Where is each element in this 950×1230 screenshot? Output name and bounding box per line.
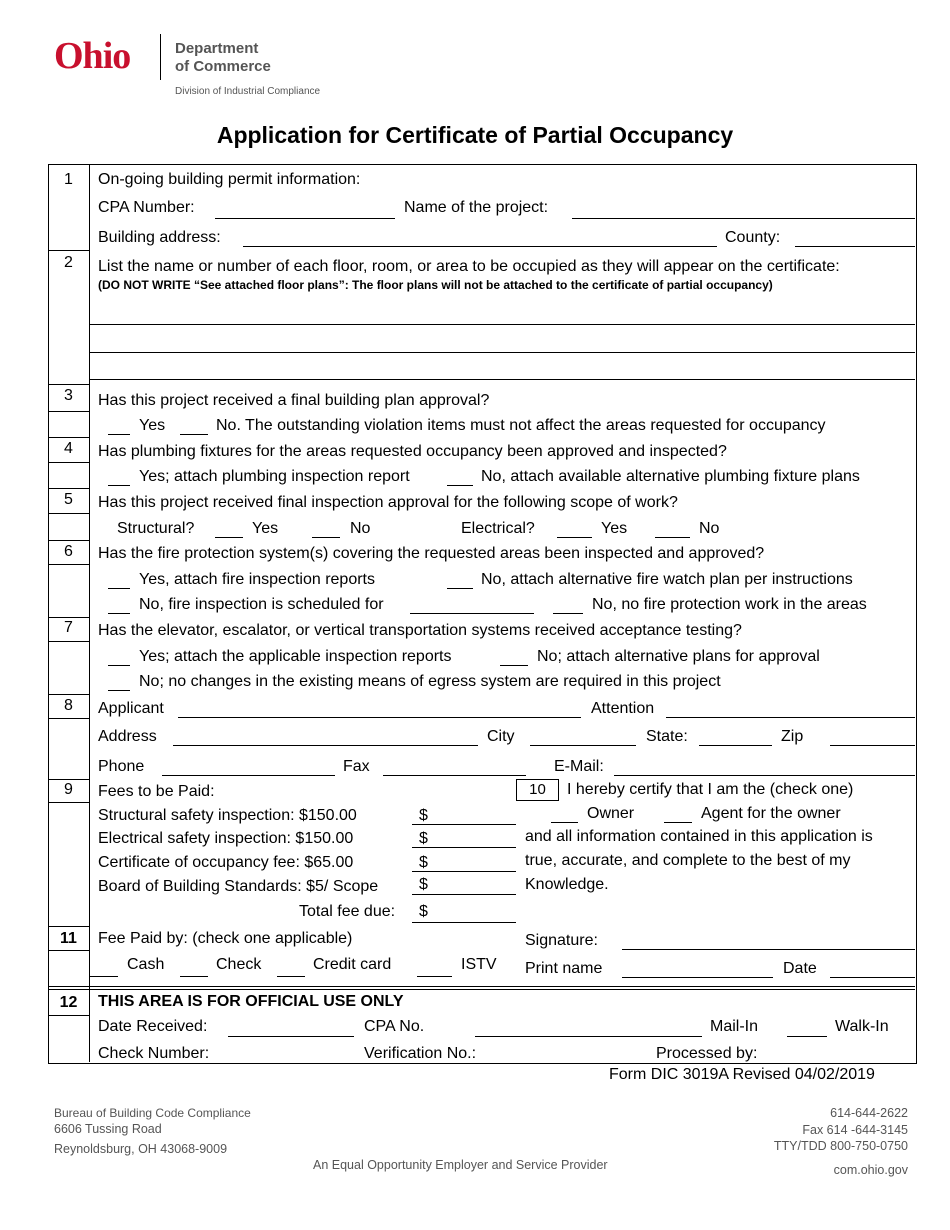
- s5-number-bottom: [48, 513, 90, 514]
- section-7-number: 7: [64, 619, 73, 636]
- s5-electrical-label: Electrical?: [461, 520, 535, 537]
- footer-tty: TTY/TDD 800-750-0750: [773, 1139, 908, 1153]
- s2-note: (DO NOT WRITE “See attached floor plans”: The floor plans will not be attached to the certificate of partial occupancy): [98, 278, 773, 292]
- s6-opt3-check[interactable]: [108, 613, 130, 614]
- s8-number-top: [48, 694, 90, 695]
- s3-number-top: [48, 384, 90, 385]
- s6-opt2-check[interactable]: [447, 588, 473, 589]
- county-field[interactable]: [795, 246, 915, 247]
- s2-heading: List the name or number of each floor, room, or area to be occupied as they will appear on the certificate:: [98, 258, 840, 275]
- verification-label: Verification No.:: [364, 1045, 477, 1062]
- s4-no-check[interactable]: [447, 485, 473, 486]
- s4-yes-check[interactable]: [108, 485, 130, 486]
- s6-opt2-label: No, attach alternative fire watch plan per instructions: [481, 571, 853, 588]
- fee-electrical-field[interactable]: [412, 847, 516, 848]
- s9-heading: Fees to be Paid:: [98, 783, 215, 800]
- check-number-label: Check Number:: [98, 1045, 210, 1062]
- s7-opt3-check[interactable]: [108, 690, 130, 691]
- s2-number-top: [48, 250, 90, 251]
- certify-text-1: and all information contained in this application is: [525, 828, 873, 845]
- s11-number-bottom: [48, 950, 90, 951]
- s6-opt4-label: No, no fire protection work in the areas: [592, 596, 867, 613]
- section-10-number: 10: [516, 779, 559, 801]
- fee-occupancy-label: Certificate of occupancy fee: $65.00: [98, 854, 354, 871]
- s4-number-bottom: [48, 462, 90, 463]
- cpa-number-field[interactable]: [215, 218, 395, 219]
- state-label: State:: [646, 728, 688, 745]
- signature-label: Signature:: [525, 932, 598, 949]
- s3-yes-label: Yes: [139, 417, 166, 434]
- dept-line2: of Commerce: [175, 58, 271, 75]
- print-name-label: Print name: [525, 960, 603, 977]
- s6-number-bottom: [48, 564, 90, 565]
- page-title: Application for Certificate of Partial Occupancy: [216, 122, 734, 148]
- section-11-number: 11: [60, 930, 77, 947]
- fax-label: Fax: [343, 758, 370, 775]
- s5-structural-yes-label: Yes: [252, 520, 279, 537]
- footer-fax: Fax 614 -644-3145: [802, 1123, 908, 1137]
- s11-number-top: [48, 926, 90, 927]
- zip-label: Zip: [781, 728, 804, 745]
- s5-structural-yes-check[interactable]: [215, 537, 243, 538]
- check-check[interactable]: [180, 976, 208, 977]
- fee-occupancy-field[interactable]: [412, 871, 516, 872]
- s12-top-rule: [48, 986, 915, 987]
- s7-opt3-label: No; no changes in the existing means of egress system are required in this project: [139, 673, 721, 690]
- city-field[interactable]: [530, 745, 636, 746]
- section-8-number: 8: [64, 697, 73, 714]
- s7-opt2-label: No; attach alternative plans for approval: [537, 648, 820, 665]
- check-label: Check: [216, 956, 262, 973]
- cpa-no-field[interactable]: [475, 1036, 702, 1037]
- credit-card-label: Credit card: [313, 956, 392, 973]
- owner-label: Owner: [587, 805, 635, 822]
- cpa-number-label: CPA Number:: [98, 199, 195, 216]
- fee-board-label: Board of Building Standards: $5/ Scope: [98, 878, 379, 895]
- agent-label: Agent for the owner: [701, 805, 841, 822]
- s9-number-bottom: [48, 802, 90, 803]
- logo-divider: [160, 34, 161, 80]
- fee-electrical-dollar: $: [419, 830, 428, 847]
- state-field[interactable]: [699, 745, 772, 746]
- s7-opt1-label: Yes; attach the applicable inspection reports: [139, 648, 452, 665]
- s4-question: Has plumbing fixtures for the areas requested occupancy been approved and inspected?: [98, 443, 727, 460]
- address-label: Address: [98, 728, 157, 745]
- s5-question: Has this project received final inspection approval for the following scope of work?: [98, 494, 678, 511]
- footer-eeo: An Equal Opportunity Employer and Service Provider: [313, 1158, 608, 1172]
- s6-opt4-check[interactable]: [553, 613, 583, 614]
- s6-opt3-label: No, fire inspection is scheduled for: [139, 596, 384, 613]
- s4-yes-label: Yes; attach plumbing inspection report: [139, 468, 410, 485]
- s9-number-top: [48, 779, 90, 780]
- email-field[interactable]: [614, 775, 915, 776]
- address-field[interactable]: [173, 745, 478, 746]
- s3-yes-check[interactable]: [108, 434, 130, 435]
- s3-number-bottom: [48, 411, 90, 412]
- building-address-field[interactable]: [243, 246, 717, 247]
- fee-structural-dollar: $: [419, 807, 428, 824]
- s7-question: Has the elevator, escalator, or vertical transportation systems received acceptance testing?: [98, 622, 742, 639]
- section-12-number: 12: [59, 994, 78, 1011]
- signature-field[interactable]: [622, 949, 915, 950]
- s6-scheduled-date-field[interactable]: [410, 613, 534, 614]
- section-1-number: 1: [64, 171, 73, 188]
- credit-card-check[interactable]: [277, 976, 305, 977]
- s5-number-top: [48, 488, 90, 489]
- date-received-field[interactable]: [228, 1036, 354, 1037]
- s6-number-top: [48, 540, 90, 541]
- cash-check[interactable]: [90, 976, 118, 977]
- s8-number-bottom: [48, 718, 90, 719]
- section-3-number: 3: [64, 387, 73, 404]
- s12-top-rule-2: [48, 989, 915, 990]
- s1-heading: On-going building permit information:: [98, 171, 361, 188]
- attention-label: Attention: [591, 700, 655, 717]
- s7-number-bottom: [48, 641, 90, 642]
- city-label: City: [487, 728, 515, 745]
- footer-bureau: Bureau of Building Code Compliance: [54, 1106, 251, 1120]
- footer-web: com.ohio.gov: [833, 1163, 908, 1177]
- dept-line1: Department: [175, 40, 259, 57]
- s4-number-top: [48, 437, 90, 438]
- phone-field[interactable]: [162, 775, 335, 776]
- email-label: E-Mail:: [554, 758, 604, 775]
- s7-opt2-check[interactable]: [500, 665, 528, 666]
- cash-label: Cash: [127, 956, 165, 973]
- total-fee-label: Total fee due:: [299, 903, 396, 920]
- certify-text-3: Knowledge.: [525, 876, 609, 893]
- area-line-2[interactable]: [89, 352, 915, 353]
- area-line-3[interactable]: [89, 379, 915, 380]
- s3-no-check[interactable]: [180, 434, 208, 435]
- fee-board-dollar: $: [419, 876, 428, 893]
- fee-board-field[interactable]: [412, 894, 516, 895]
- walk-in-label: Walk-In: [835, 1018, 889, 1035]
- fee-structural-label: Structural safety inspection: $150.00: [98, 807, 357, 824]
- s7-opt1-check[interactable]: [108, 665, 130, 666]
- s5-electrical-yes-check[interactable]: [557, 537, 592, 538]
- project-name-label: Name of the project:: [404, 199, 549, 216]
- s12-number-bottom: [48, 1015, 90, 1016]
- division-name: Division of Industrial Compliance: [175, 86, 321, 97]
- fee-electrical-label: Electrical safety inspection: $150.00: [98, 830, 354, 847]
- date-label: Date: [783, 960, 817, 977]
- s6-opt1-label: Yes, attach fire inspection reports: [139, 571, 375, 588]
- certify-text-2: true, accurate, and complete to the best of my: [525, 852, 851, 869]
- applicant-field[interactable]: [178, 717, 581, 718]
- total-fee-field[interactable]: [412, 922, 516, 923]
- s5-structural-no-check[interactable]: [312, 537, 340, 538]
- s6-opt1-check[interactable]: [108, 588, 130, 589]
- s6-question: Has the fire protection system(s) covering the requested areas been inspected and approved?: [98, 545, 765, 562]
- area-line-1[interactable]: [89, 324, 915, 325]
- s12-heading: THIS AREA IS FOR OFFICIAL USE ONLY: [98, 993, 404, 1010]
- s7-number-top: [48, 617, 90, 618]
- s5-electrical-no-check[interactable]: [655, 537, 690, 538]
- agent-check[interactable]: [664, 822, 692, 823]
- date-field[interactable]: [830, 977, 915, 978]
- print-name-field[interactable]: [622, 977, 773, 978]
- section-6-number: 6: [64, 543, 73, 560]
- istv-label: ISTV: [461, 956, 497, 973]
- s11-heading: Fee Paid by: (check one applicable): [98, 930, 353, 947]
- section-9-number: 9: [64, 781, 73, 798]
- s5-electrical-yes-label: Yes: [601, 520, 628, 537]
- fax-field[interactable]: [383, 775, 526, 776]
- mail-in-label: Mail-In: [710, 1018, 759, 1035]
- phone-label: Phone: [98, 758, 145, 775]
- county-label: County:: [725, 229, 781, 246]
- fee-occupancy-dollar: $: [419, 854, 428, 871]
- fee-structural-field[interactable]: [412, 824, 516, 825]
- zip-field[interactable]: [830, 745, 915, 746]
- s4-no-label: No, attach available alternative plumbing fixture plans: [481, 468, 860, 485]
- section-5-number: 5: [64, 491, 73, 508]
- owner-check[interactable]: [551, 822, 578, 823]
- s10-heading: I hereby certify that I am the (check one): [567, 781, 854, 798]
- applicant-label: Applicant: [98, 700, 164, 717]
- s3-question: Has this project received a final building plan approval?: [98, 392, 490, 409]
- section-4-number: 4: [64, 440, 73, 457]
- total-fee-dollar: $: [419, 903, 428, 920]
- number-column-divider: [89, 164, 90, 1062]
- processed-by-label: Processed by:: [656, 1045, 758, 1062]
- section-2-number: 2: [64, 254, 73, 271]
- ohio-logo: Ohio: [54, 35, 131, 77]
- s5-electrical-no-label: No: [699, 520, 720, 537]
- mail-in-check[interactable]: [787, 1036, 827, 1037]
- istv-check[interactable]: [417, 976, 452, 977]
- s3-no-label: No. The outstanding violation items must not affect the areas requested for occupancy: [216, 417, 826, 434]
- s5-structural-label: Structural?: [117, 520, 195, 537]
- s5-structural-no-label: No: [350, 520, 371, 537]
- date-received-label: Date Received:: [98, 1018, 208, 1035]
- attention-field[interactable]: [666, 717, 915, 718]
- footer-city: Reynoldsburg, OH 43068-9009: [54, 1142, 228, 1156]
- form-id: Form DIC 3019A Revised 04/02/2019: [609, 1066, 875, 1083]
- building-address-label: Building address:: [98, 229, 221, 246]
- footer-street: 6606 Tussing Road: [54, 1122, 162, 1136]
- footer-phone: 614-644-2622: [830, 1106, 908, 1120]
- cpa-no-label: CPA No.: [364, 1018, 425, 1035]
- form-frame: [48, 164, 917, 1064]
- project-name-field[interactable]: [572, 218, 915, 219]
